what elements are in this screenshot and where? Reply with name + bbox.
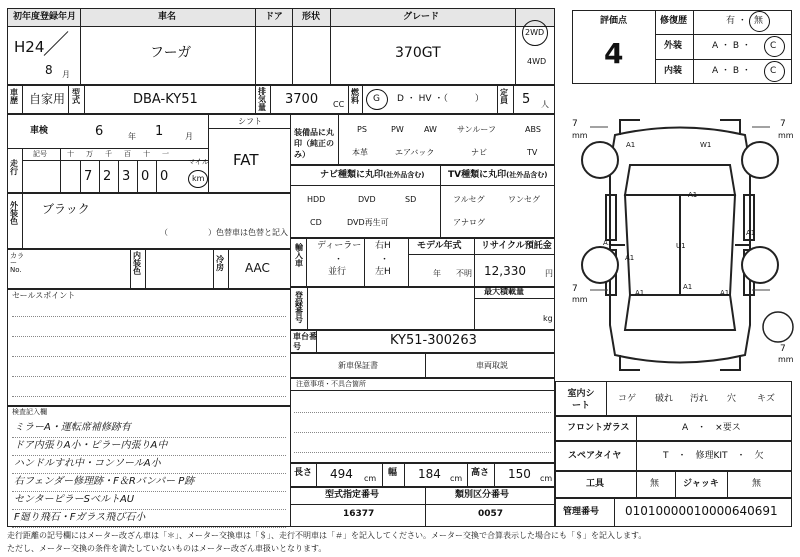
inspection-year: 6 bbox=[95, 124, 104, 139]
year-unit: 年 bbox=[433, 269, 441, 278]
inspection-month: 1 bbox=[155, 124, 164, 139]
mile-divider bbox=[118, 160, 119, 192]
mile-unit-label: 一 bbox=[162, 150, 169, 158]
mark-5: U1 bbox=[676, 242, 686, 250]
inspector-note: ドア内張りA小・ピラー内張りA中 bbox=[14, 440, 168, 451]
inspector-note: ミラーA・運転席補修跡有 bbox=[14, 422, 131, 433]
new-car-warranty: 新車保証書 bbox=[338, 361, 378, 370]
equipment-item: ABS bbox=[525, 125, 541, 134]
seat-item: 穴 bbox=[727, 394, 737, 404]
type-no-label: 型式指定番号 bbox=[325, 490, 380, 500]
seat-item: 破れ bbox=[655, 394, 674, 404]
inspection-year-unit: 年 bbox=[128, 132, 136, 141]
seat-item: コゲ bbox=[618, 394, 637, 404]
inspector-note: F廻り飛石・Fガラス飛び石小 bbox=[14, 512, 146, 523]
grade-label: グレード bbox=[403, 12, 440, 22]
mark-1: A1 bbox=[626, 141, 636, 149]
rh-label: 右H bbox=[375, 241, 391, 251]
mark-7: A1 bbox=[746, 229, 756, 237]
mark-8: A1 bbox=[635, 289, 645, 297]
mark-3: A1 bbox=[688, 191, 698, 199]
form-label: 形状 bbox=[302, 12, 321, 22]
notes-label: 注意事項・不具合箇所 bbox=[296, 380, 366, 388]
class-no-value: 0057 bbox=[478, 509, 504, 519]
equipment-item: AW bbox=[424, 125, 437, 134]
length-label: 長さ bbox=[294, 468, 313, 478]
length-value: 494 bbox=[330, 467, 353, 481]
tread-fl: 7 bbox=[572, 119, 578, 129]
ac-value: AAC bbox=[245, 261, 270, 275]
inspector-label: 検査記入欄 bbox=[12, 408, 47, 416]
seat-item: 汚れ bbox=[690, 394, 709, 404]
displacement-label: 排気量 bbox=[258, 87, 266, 112]
fuel-label: 燃料 bbox=[351, 88, 359, 105]
note-line bbox=[12, 455, 286, 456]
inspector-note: センターピラーSベルトAU bbox=[14, 494, 135, 505]
mile-label: マイル bbox=[188, 158, 209, 166]
tv-label: TV種類に丸印(社外品含む) bbox=[448, 170, 548, 180]
shift-value: FAT bbox=[233, 151, 259, 169]
capacity-unit: 人 bbox=[541, 100, 549, 109]
mile-unit-label: 千 bbox=[105, 150, 112, 158]
mile-unit-label: 十 bbox=[143, 150, 150, 158]
note-line bbox=[12, 527, 286, 528]
mile-divider bbox=[80, 160, 81, 192]
tv-item: ワンセグ bbox=[508, 195, 540, 204]
model-value: DBA-KY51 bbox=[133, 92, 198, 107]
dealer-label: ディーラー bbox=[317, 241, 362, 251]
navi-item: CD bbox=[310, 218, 322, 227]
repair-value: 有 ・ bbox=[726, 16, 747, 26]
tread-fr: 7 bbox=[780, 119, 786, 129]
equipment-item: PW bbox=[391, 125, 404, 134]
equipment-item: TV bbox=[527, 148, 538, 157]
equipment-item: ナビ bbox=[471, 148, 487, 157]
height-label: 高さ bbox=[471, 468, 490, 478]
usage-value: 自家用 bbox=[29, 92, 66, 106]
kg-unit: kg bbox=[543, 314, 553, 323]
manual-label: 車両取説 bbox=[476, 361, 508, 370]
interior-c: C bbox=[770, 66, 777, 76]
lh-label: 左H bbox=[375, 267, 391, 277]
glass-value: A ・ ×要ス bbox=[682, 423, 741, 433]
seat-item: キズ bbox=[757, 394, 775, 404]
fuel-g: G bbox=[373, 94, 380, 104]
displacement-value: 3700 bbox=[285, 92, 319, 107]
mile-digit: 7 bbox=[84, 169, 93, 184]
note-line bbox=[12, 437, 286, 438]
month-value: 8 bbox=[45, 63, 53, 77]
score-value: 4 bbox=[604, 37, 624, 70]
width-label: 幅 bbox=[388, 468, 398, 478]
footer-line-2: ただし、メーター交換の条件を満たしていないものはメーター改ざん車扱いとなります。 bbox=[7, 544, 327, 553]
tread-rl: 7 bbox=[572, 284, 578, 294]
reg-no-label: 登録番号 bbox=[295, 291, 303, 324]
mile-digit: 0 bbox=[141, 169, 150, 184]
tools-value: 無 bbox=[650, 479, 660, 489]
navi-label: ナビ種類に丸印(社外品含む) bbox=[320, 170, 425, 180]
recycle-value: 12,330 bbox=[484, 264, 526, 278]
tread-fl-unit: mm bbox=[572, 131, 588, 140]
length-cm: cm bbox=[364, 474, 377, 483]
grade-value: 370GT bbox=[395, 45, 441, 61]
mile-unit-label: 十 bbox=[67, 150, 74, 158]
equipment-item: サンルーフ bbox=[457, 125, 496, 134]
tread-fr-unit: mm bbox=[778, 131, 794, 140]
class-no-label: 類別区分番号 bbox=[455, 490, 510, 500]
navi-item: SD bbox=[405, 195, 417, 204]
mark-6: A1 bbox=[625, 254, 635, 262]
chassis-label: 車台番号 bbox=[293, 332, 317, 351]
inspection-label: 車検 bbox=[30, 126, 49, 136]
width-value: 184 bbox=[418, 467, 441, 481]
month-unit: 月 bbox=[62, 70, 70, 79]
tools-label: 工具 bbox=[586, 479, 605, 489]
recycle-label: リサイクル預託金 bbox=[481, 241, 552, 251]
era-value: H24 bbox=[14, 38, 45, 56]
mile-digit: 3 bbox=[122, 169, 131, 184]
fuel-rest: D ・ HV ・（ ） bbox=[397, 94, 484, 104]
chassis-value: KY51-300263 bbox=[390, 333, 477, 348]
spare-label: スペアタイヤ bbox=[568, 451, 622, 461]
jack-label: ジャッキ bbox=[683, 479, 719, 489]
capacity-label: 定員 bbox=[500, 88, 508, 105]
manage-value: 01010000010000640691 bbox=[625, 504, 778, 518]
tread-rr: 7 bbox=[780, 344, 786, 354]
import-label: 輸入車 bbox=[295, 243, 303, 268]
navi-item: DVD bbox=[358, 195, 376, 204]
mark-2: W1 bbox=[700, 141, 712, 149]
seat-label: 室内シート bbox=[567, 389, 595, 411]
width-cm: cm bbox=[450, 474, 463, 483]
mile-divider bbox=[156, 160, 157, 192]
mile-digit: 0 bbox=[160, 169, 169, 184]
score-label: 評価点 bbox=[600, 16, 628, 26]
car-name: フーガ bbox=[150, 45, 192, 61]
ac-label: 冷房 bbox=[216, 255, 224, 272]
tv-item: フルセグ bbox=[453, 195, 485, 204]
color-label: 外装色 bbox=[10, 201, 18, 226]
tread-rl-unit: mm bbox=[572, 295, 588, 304]
color-note: （ ）色替車は色替と記入 bbox=[160, 228, 288, 237]
manage-label: 管理番号 bbox=[563, 507, 600, 517]
unknown-label: 不明 bbox=[456, 269, 472, 278]
exterior-value: A ・ B ・ bbox=[712, 41, 751, 51]
exterior-c: C bbox=[770, 41, 777, 51]
spare-tire-circle bbox=[763, 312, 793, 342]
color-value: ブラック bbox=[42, 202, 90, 216]
drive-4wd: 4WD bbox=[527, 57, 547, 66]
type-no-value: 16377 bbox=[343, 509, 375, 519]
mile-digit: 2 bbox=[103, 169, 112, 184]
sales-point-label: セールスポイント bbox=[12, 291, 76, 300]
usage-label: 車歴 bbox=[10, 88, 18, 105]
interior-value: A ・ B ・ bbox=[712, 66, 751, 76]
jack-value: 無 bbox=[752, 479, 762, 489]
tv-item: アナログ bbox=[453, 218, 485, 227]
interior-color-label: 内装色 bbox=[133, 251, 141, 276]
name-label: 車名 bbox=[158, 12, 177, 22]
door-label: ドア bbox=[265, 12, 283, 22]
mile-divider bbox=[99, 160, 100, 192]
dealer-dot: ・ bbox=[334, 255, 344, 265]
height-cm: cm bbox=[540, 474, 553, 483]
footer-line-1: 走行距離の記号欄にはメーター改ざん車は「＊」、メーター交換車は「＄」、走行不明車は「＃」を記入してください。メーター交換で合算表示した場合にも「＄」を記入します。 bbox=[7, 531, 647, 540]
capacity-value: 5 bbox=[522, 92, 531, 107]
equipment-label: 装備品に丸印（純正のみ） bbox=[294, 128, 334, 159]
note-line bbox=[12, 491, 286, 492]
mile-unit-label: 百 bbox=[124, 150, 131, 158]
year-label: 初年度登録年月 bbox=[13, 12, 77, 22]
note-line bbox=[12, 473, 286, 474]
drive-2wd: 2WD bbox=[525, 28, 545, 37]
repair-label: 修復歴 bbox=[660, 16, 688, 26]
shift-label: シフト bbox=[238, 117, 262, 126]
cc-unit: CC bbox=[333, 100, 345, 109]
hand-dot: ・ bbox=[380, 255, 390, 265]
sign-label: 記号 bbox=[33, 150, 47, 158]
mileage-label: 走行 bbox=[10, 159, 18, 176]
interior-label: 内装 bbox=[664, 66, 683, 76]
mark-4: A1 bbox=[603, 239, 613, 247]
glass-label: フロントガラス bbox=[567, 423, 630, 433]
mile-unit-label: 万 bbox=[86, 150, 93, 158]
note-line bbox=[12, 509, 286, 510]
inspector-note: 右フェンダー修理跡・F＆Rバンパー P跡 bbox=[14, 476, 195, 487]
spare-value: T ・ 修理KIT ・ 欠 bbox=[663, 451, 764, 461]
mark-10: A1 bbox=[720, 289, 730, 297]
tread-rr-unit: mm bbox=[778, 355, 794, 364]
km-unit: km bbox=[192, 174, 205, 183]
equipment-item: 本革 bbox=[352, 148, 368, 157]
navi-item: HDD bbox=[307, 195, 326, 204]
model-year-label: モデル年式 bbox=[417, 241, 462, 251]
repair-none: 無 bbox=[754, 16, 764, 26]
inspector-note: ハンドルすれ中・コンソールA小 bbox=[14, 458, 161, 469]
height-value: 150 bbox=[508, 467, 531, 481]
color-no-label: カラーNo. bbox=[10, 252, 24, 274]
navi-item: DVD再生可 bbox=[347, 218, 389, 227]
yen-unit: 円 bbox=[545, 269, 553, 278]
parallel-label: 並行 bbox=[328, 267, 347, 277]
max-load-label: 最大積載量 bbox=[484, 287, 524, 296]
mark-9: A1 bbox=[683, 283, 693, 291]
model-label: 型式 bbox=[72, 88, 80, 105]
equipment-item: エアバック bbox=[395, 148, 435, 157]
equipment-item: PS bbox=[357, 125, 367, 134]
inspection-month-unit: 月 bbox=[185, 132, 193, 141]
mile-divider bbox=[137, 160, 138, 192]
exterior-label: 外装 bbox=[664, 41, 683, 51]
